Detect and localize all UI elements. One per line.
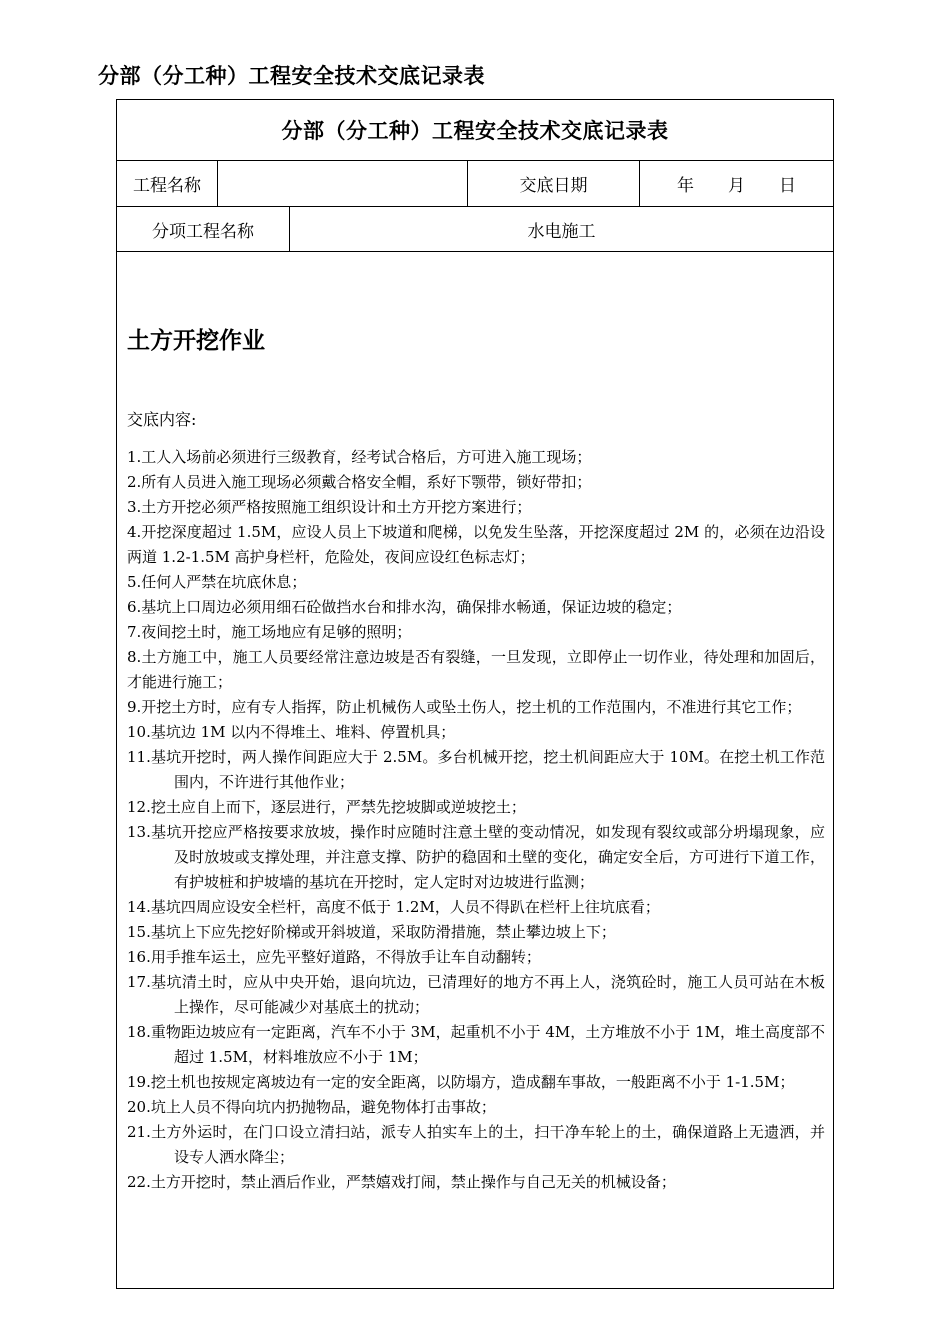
form-title-row bbox=[117, 100, 833, 161]
briefing-item: 6.基坑上口周边必须用细石砼做挡水台和排水沟，确保排水畅通，保证边坡的稳定； bbox=[127, 598, 682, 616]
briefing-item: 19.挖土机也按规定离坡边有一定的安全距离，以防塌方，造成翻车事故，一般距离不小于 1-1.5M； bbox=[127, 1073, 795, 1091]
briefing-item: 22.土方开挖时，禁止酒后作业，严禁嬉戏打闹，禁止操作与自己无关的机械设备； bbox=[127, 1173, 676, 1191]
briefing-item: 8.土方施工中，施工人员要经常注意边坡是否有裂缝，一旦发现，立即停止一切作业，待处理和加固后，才能进行施工； bbox=[127, 648, 825, 691]
date-day: 日 bbox=[779, 176, 796, 196]
date-label: 交底日期 bbox=[467, 161, 639, 206]
briefing-item: 11.基坑开挖时，两人操作间距应大于 2.5M。多台机械开挖，挖土机间距应大于 10M。在挖土机工作范围内，不许进行其他作业； bbox=[127, 748, 825, 791]
safety-briefing-form bbox=[116, 99, 834, 1289]
subproject-label: 分项工程名称 bbox=[152, 221, 254, 242]
briefing-item: 10.基坑边 1M 以内不得堆土、堆料、停置机具； bbox=[127, 723, 456, 741]
briefing-item: 1.工人入场前必须进行三级教育，经考试合格后，方可进入施工现场； bbox=[127, 448, 592, 466]
briefing-item: 16.用手推车运土，应先平整好道路，不得放手让车自动翻转； bbox=[127, 948, 541, 966]
briefing-items-list bbox=[127, 445, 825, 1195]
briefing-item: 21.土方外运时，在门口设立清扫站，派专人拍实车上的土，扫干净车轮上的土，确保道路上无遗洒，并设专人洒水降尘； bbox=[127, 1123, 825, 1166]
form-title: 分部（分工种）工程安全技术交底记录表 bbox=[281, 119, 669, 143]
project-name-label: 工程名称 bbox=[133, 176, 201, 196]
date-value[interactable] bbox=[639, 161, 833, 206]
briefing-item: 4.开挖深度超过 1.5M，应设人员上下坡道和爬梯，以免发生坠落，开挖深度超过 2M 的，必须在边沿设两道 1.2-1.5M 高护身栏杆，危险处，夜间应设红色标志灯； bbox=[127, 523, 825, 566]
briefing-item: 5.任何人严禁在坑底休息； bbox=[127, 573, 307, 591]
briefing-item: 9.开挖土方时，应有专人指挥，防止机械伤人或坠土伤人，挖土机的工作范围内，不准进行其它工作； bbox=[127, 698, 802, 716]
briefing-item: 2.所有人员进入施工现场必须戴合格安全帽，系好下颚带，锁好带扣； bbox=[127, 473, 592, 491]
briefing-item: 18.重物距边坡应有一定距离，汽车不小于 3M，起重机不小于 4M，土方堆放不小于 1M，堆土高度部不超过 1.5M，材料堆放应不小于 1M； bbox=[127, 1023, 825, 1066]
briefing-item: 15.基坑上下应先挖好阶梯或开斜坡道，采取防滑措施，禁止攀边坡上下； bbox=[127, 923, 616, 941]
briefing-content bbox=[117, 252, 833, 1288]
document-title: 分部（分工种）工程安全技术交底记录表 bbox=[98, 64, 485, 88]
subproject-row bbox=[117, 207, 833, 252]
subproject-value[interactable]: 水电施工 bbox=[289, 207, 833, 251]
briefing-item: 20.坑上人员不得向坑内扔抛物品，避免物体打击事故； bbox=[127, 1098, 496, 1116]
briefing-item: 14.基坑四周应设安全栏杆，高度不低于 1.2M，人员不得趴在栏杆上往坑底看； bbox=[127, 898, 660, 916]
briefing-item: 7.夜间挖土时，施工场地应有足够的照明； bbox=[127, 623, 412, 641]
briefing-item: 13.基坑开挖应严格按要求放坡，操作时应随时注意土壁的变动情况，如发现有裂纹或部分坍塌现象，应及时放坡或支撑处理，并注意支撑、防护的稳固和土壁的变化，确定安全后，方可进行下道工作，有护坡桩和护坡墙的基坑在开挖时，定人定时对边坡进行监测； bbox=[127, 823, 825, 891]
section-title: 土方开挖作业 bbox=[127, 328, 265, 354]
date-month: 月 bbox=[728, 176, 745, 196]
date-year: 年 bbox=[677, 176, 694, 196]
briefing-item: 17.基坑清土时，应从中央开始，退向坑边，已清理好的地方不再上人，浇筑砼时，施工人员可站在木板上操作，尽可能减少对基底土的扰动； bbox=[127, 973, 825, 1016]
briefing-item: 3.土方开挖必须严格按照施工组织设计和土方开挖方案进行； bbox=[127, 498, 532, 516]
project-name-value[interactable] bbox=[217, 161, 467, 206]
briefing-item: 12.挖土应自上而下，逐层进行，严禁先挖坡脚或逆坡挖土； bbox=[127, 798, 526, 816]
project-info-row bbox=[117, 161, 833, 207]
content-intro-label: 交底内容: bbox=[127, 410, 197, 429]
